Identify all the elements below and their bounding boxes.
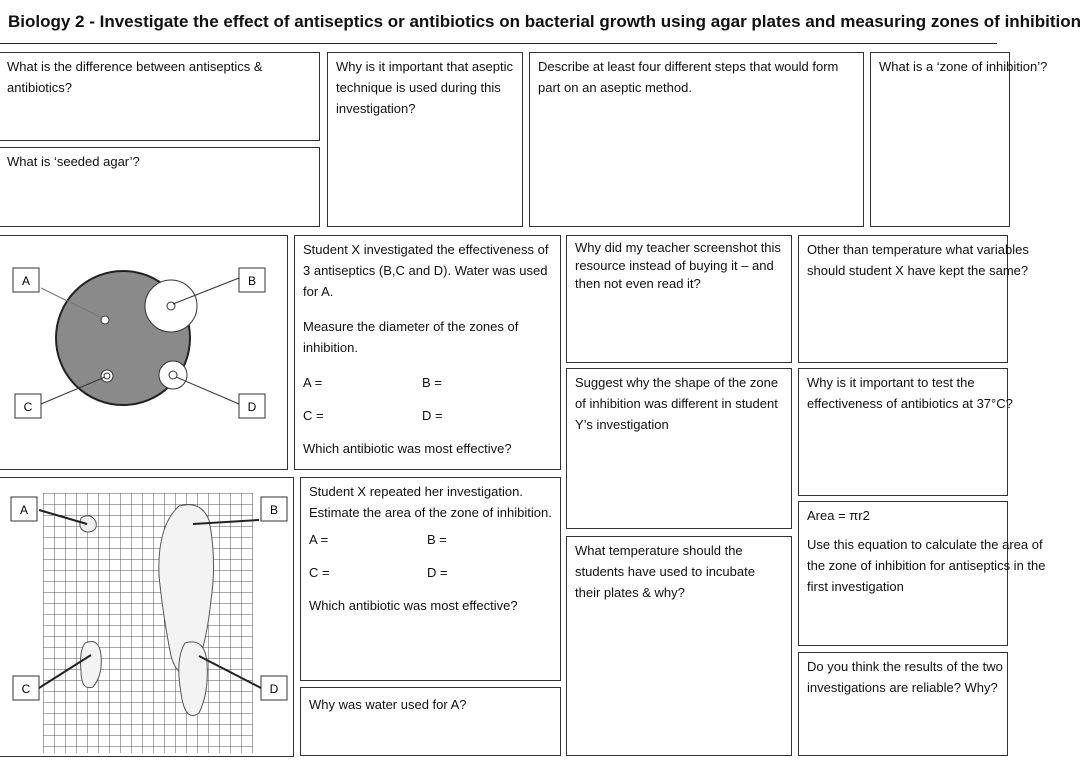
investigation-1-question: Which antibiotic was most effective? (303, 441, 512, 456)
label-d: D (247, 400, 257, 414)
label-b: B (269, 503, 279, 517)
investigation-1-instruction: Measure the diameter of the zones of inhibition. (303, 319, 519, 355)
question-text: Do you think the results of the two investigations are reliable? Why? (807, 659, 1003, 695)
question-box-zone[interactable] (870, 52, 1048, 227)
question-box-teacher[interactable] (566, 235, 792, 363)
agar-plate-figure (0, 236, 289, 471)
question-text: Suggest why the shape of the zone of inhibition was different in student Y’s investigation (575, 375, 779, 432)
investigation-2-box[interactable] (300, 477, 561, 681)
question-box-variables[interactable] (798, 235, 1029, 363)
answer-c: C = (309, 565, 330, 580)
question-text: Why was water used for A? (309, 697, 467, 712)
disc-a (101, 316, 109, 324)
label-a: A (21, 274, 31, 288)
investigation-2-intro: Student X repeated her investigation. Estimate the area of the zone of inhibition. (309, 484, 552, 520)
area-calculation-box[interactable] (798, 501, 1046, 646)
grid (43, 493, 253, 753)
grid-plate-figure (0, 478, 295, 758)
zone-a-shape (80, 516, 96, 532)
question-text: Other than temperature what variables should student X have kept the same? (807, 242, 1029, 278)
question-box-temperature[interactable] (566, 536, 792, 756)
label-c: C (21, 682, 31, 696)
label-c: C (23, 400, 33, 414)
investigation-2-question: Which antibiotic was most effective? (309, 598, 518, 613)
question-box-water[interactable] (300, 687, 561, 756)
question-box-seeded[interactable] (0, 147, 320, 227)
investigation-1-intro: Student X investigated the effectiveness of 3 antiseptics (B,C and D). Water was used for A. (303, 242, 549, 299)
label-b: B (247, 274, 257, 288)
agar-plate-diagram (0, 235, 288, 470)
question-box-steps[interactable] (529, 52, 864, 227)
label-a: A (19, 503, 29, 517)
question-box-reliable[interactable] (798, 652, 1008, 756)
area-formula: Area = πr2 (807, 508, 870, 523)
question-text: What is the difference between antiseptics & antibiotics? (7, 59, 263, 95)
question-text: Why did my teacher screenshot this resource instead of buying it – and then not even read it? (575, 240, 781, 291)
zone-d-shape (179, 642, 208, 716)
question-text: What temperature should the students have used to incubate their plates & why? (575, 543, 755, 600)
label-d: D (269, 682, 279, 696)
answer-b: B = (422, 375, 442, 390)
disc-c (104, 373, 110, 379)
question-text: What is a ‘zone of inhibition’? (879, 59, 1048, 74)
answer-b: B = (427, 532, 447, 547)
pointer-d (176, 377, 239, 404)
question-text: Describe at least four different steps that would form part on an aseptic method. (538, 59, 839, 95)
disc-d (169, 371, 177, 379)
answer-c: C = (303, 408, 324, 423)
investigation-1-box[interactable] (294, 235, 561, 470)
answer-a: A = (303, 375, 323, 390)
answer-d: D = (427, 565, 448, 580)
question-box-shape[interactable] (566, 368, 792, 529)
question-text: Why is it important to test the effectiveness of antibiotics at 37°C? (807, 375, 1013, 411)
question-box-37[interactable] (798, 368, 1013, 496)
page-title: Biology 2 - Investigate the effect of antiseptics or antibiotics on bacterial growth using agar plates and measuring zones of inhibition (0, 0, 997, 44)
question-text: What is ‘seeded agar’? (7, 154, 140, 169)
area-task: Use this equation to calculate the area of the zone of inhibition for antiseptics in the first investigation (807, 537, 1046, 594)
answer-d: D = (422, 408, 443, 423)
answer-a: A = (309, 532, 329, 547)
question-text: Why is it important that aseptic technique is used during this investigation? (336, 59, 514, 116)
grid-plate-diagram (0, 477, 294, 757)
question-box-aseptic[interactable] (327, 52, 523, 227)
question-box-antiseptics[interactable] (0, 52, 320, 141)
